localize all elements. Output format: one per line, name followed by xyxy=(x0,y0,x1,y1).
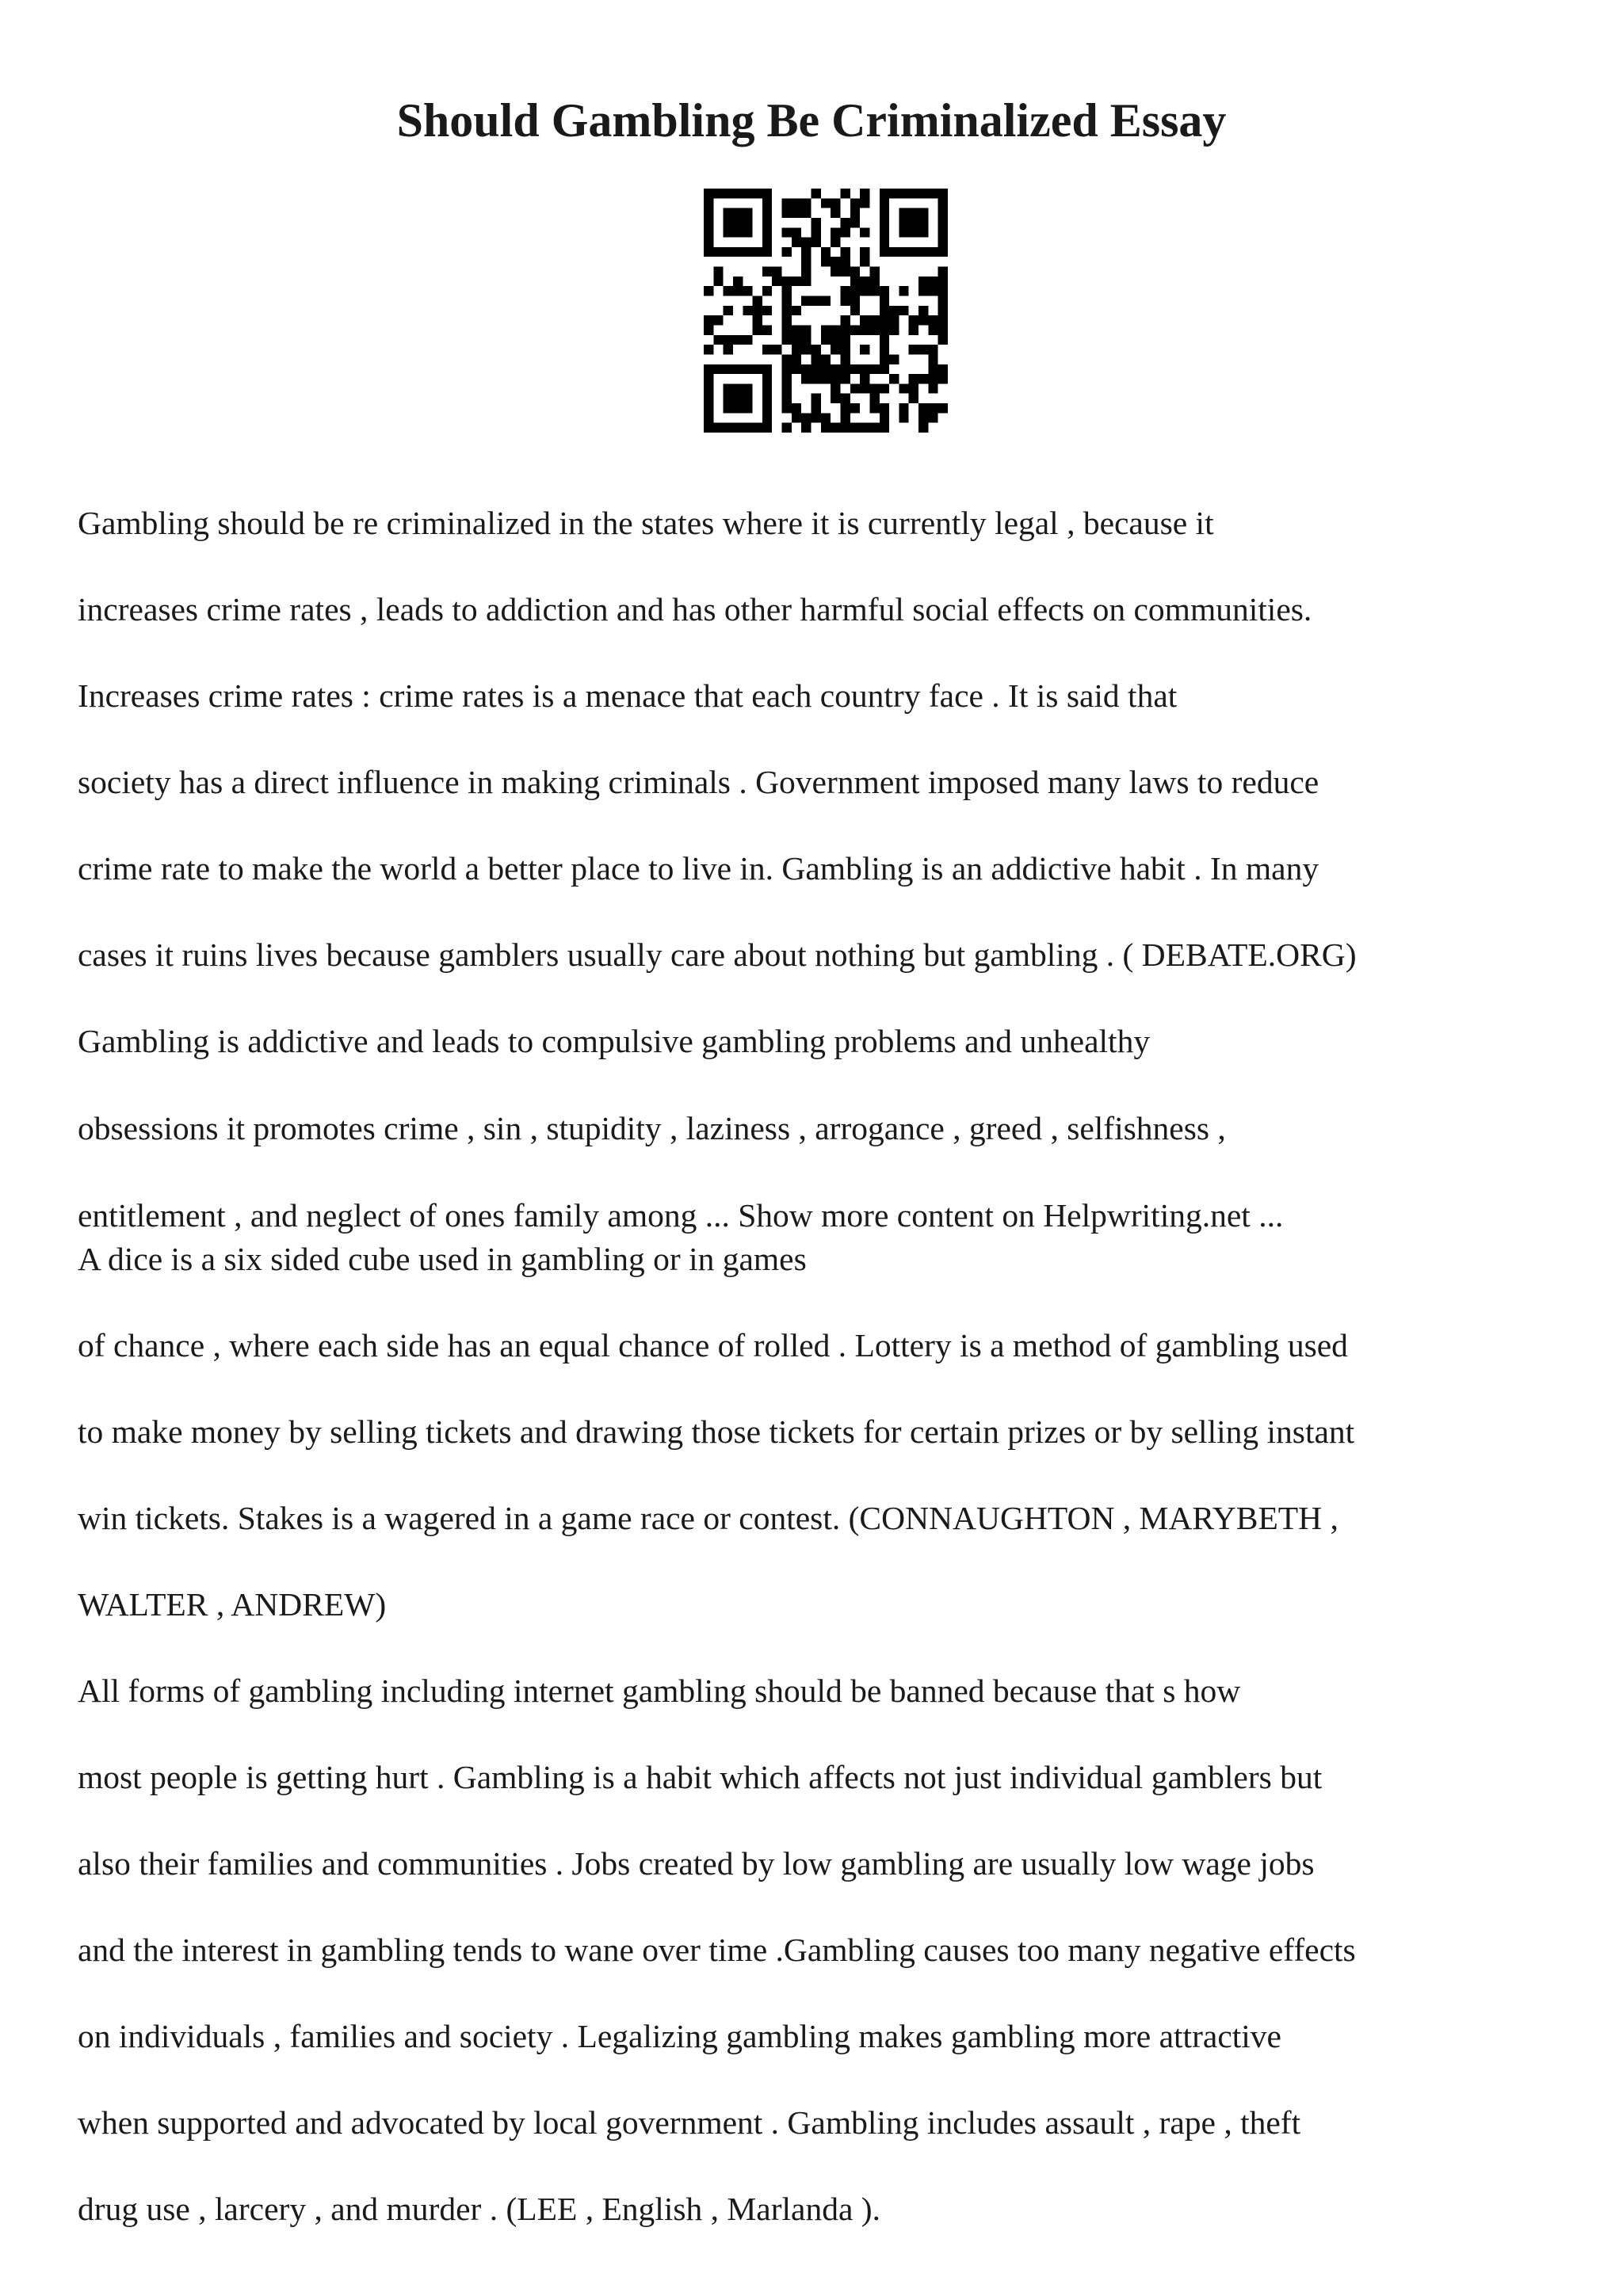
qr-code-icon xyxy=(704,189,948,433)
body-line: cases it ruins lives because gamblers usually care about nothing but gambling . ( DEBATE.ORG) xyxy=(78,936,1357,973)
body-line: crime rate to make the world a better place to live in. Gambling is an addictive habit . In many xyxy=(78,850,1319,887)
body-line: most people is getting hurt . Gambling is a habit which affects not just individual gamblers but xyxy=(78,1759,1323,1795)
body-line: of chance , where each side has an equal chance of rolled . Lottery is a method of gambling used xyxy=(78,1327,1348,1363)
body-line: when supported and advocated by local government . Gambling includes assault , rape , theft xyxy=(78,2104,1301,2141)
body-line: Gambling should be re criminalized in the states where it is currently legal , because it xyxy=(78,505,1214,541)
body-line: obsessions it promotes crime , sin , stupidity , laziness , arrogance , greed , selfishness , xyxy=(78,1110,1226,1146)
body-line: entitlement , and neglect of ones family among ... Show more content on Helpwriting.net ... xyxy=(78,1197,1284,1234)
body-line: and the interest in gambling tends to wane over time .Gambling causes too many negative effects xyxy=(78,1932,1356,1968)
body-line: Gambling is addictive and leads to compulsive gambling problems and unhealthy xyxy=(78,1023,1151,1059)
body-line: on individuals , families and society . Legalizing gambling makes gambling more attractive xyxy=(78,2018,1281,2054)
body-line: WALTER , ANDREW) xyxy=(78,1586,387,1623)
body-line: win tickets. Stakes is a wagered in a game race or contest. (CONNAUGHTON , MARYBETH , xyxy=(78,1500,1338,1536)
body-line: to make money by selling tickets and drawing those tickets for certain prizes or by selling instant xyxy=(78,1413,1355,1450)
body-line: drug use , larcery , and murder . (LEE , English , Marlanda ). xyxy=(78,2191,880,2227)
body-line: increases crime rates , leads to addiction and has other harmful social effects on communities. xyxy=(78,591,1312,627)
body-line: society has a direct influence in making criminals . Government imposed many laws to reduce xyxy=(78,764,1319,800)
body-line: A dice is a six sided cube used in gambling or in games xyxy=(78,1241,807,1277)
body-line: All forms of gambling including internet gambling should be banned because that s how xyxy=(78,1672,1241,1709)
document-title: Should Gambling Be Criminalized Essay xyxy=(396,94,1227,147)
body-line: also their families and communities . Jobs created by low gambling are usually low wage jobs xyxy=(78,1845,1315,1882)
body-line: Increases crime rates : crime rates is a menace that each country face . It is said that xyxy=(78,677,1178,714)
